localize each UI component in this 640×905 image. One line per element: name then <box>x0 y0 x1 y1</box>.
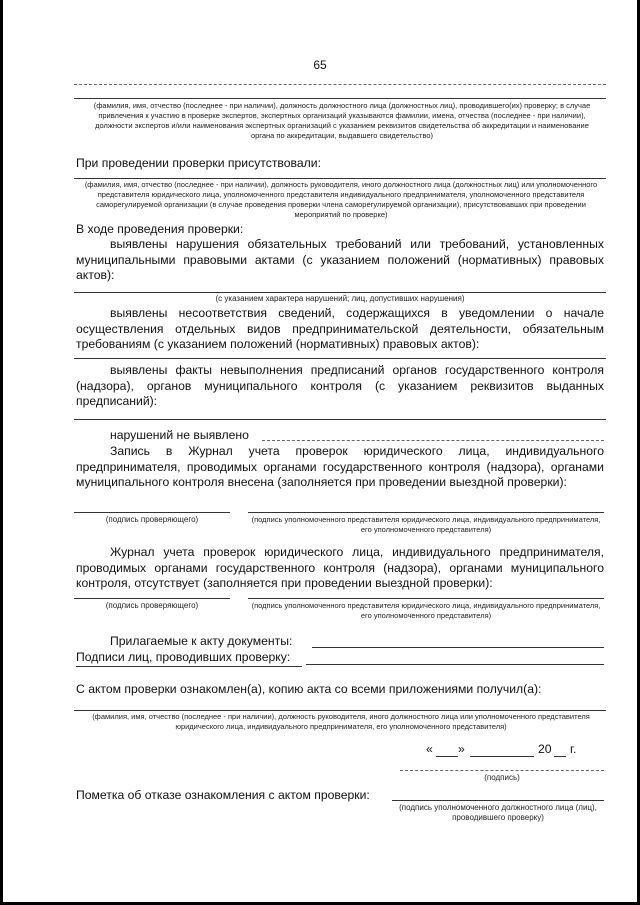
attached-title: Прилагаемые к акту документы: <box>110 634 293 648</box>
prescriptions: выявлены факты невыполнения предписаний органов государственного контроля (надзора), органов муниципального контроля (с указанием реквизитов выданных предписаний): <box>76 363 604 408</box>
fill-line <box>74 598 230 599</box>
fill-line <box>74 84 606 85</box>
fill-line <box>74 178 606 179</box>
fill-line <box>392 800 604 801</box>
journal-entry: Запись в Журнал учета проверок юридического лица, индивидуального предпринимателя, проводимых органами государственного контроля (надзора), органами муниципального контроля внесена (заполняется при проведении выездной проверки): <box>76 444 604 489</box>
journal-absent: Журнал учета проверок юридического лица, индивидуального предпринимателя, проводимых органами государственного контроля (надзора), органами муниципального контроля, отсутствует (заполняется при проведении выездной проверки): <box>76 545 604 590</box>
page-number: 65 <box>313 58 327 72</box>
fill-line <box>74 419 606 420</box>
note-signature: (подпись) <box>484 773 520 782</box>
fill-line <box>306 664 604 665</box>
note-experts: (фамилия, имя, отчество (последнее - при наличии), должность должностного лица (должностных лиц), проводившего(их) проверку; в случае привлечения к участию в проверке экспертов, экспертных организаций указываются фамилии, имена, отчества (последнее - при наличии), должности экспертов и/или наименования экспертных организаций с указанием реквизитов свидетельства об аккредитации и наименование органа по аккредитации, выдавшего свидетельство) <box>93 101 591 140</box>
present-title: При проведении проверки присутствовали: <box>76 156 321 170</box>
fill-line <box>74 98 606 99</box>
fill-line <box>312 647 604 648</box>
during-title: В ходе проведения проверки: <box>76 222 244 236</box>
date-open: « <box>426 742 433 756</box>
date-day-line <box>436 756 458 757</box>
fill-line <box>248 598 604 599</box>
date-year: 20 <box>538 742 552 756</box>
fill-line <box>74 710 606 711</box>
note-present: (фамилия, имя, отчество (последнее - при наличии), должность руководителя, иного должностного лица (должностных лиц) или уполномоченного представителя юридического лица, уполномоченного представителя индивидуального предпринимателя, уполномоченного представителя саморегулируемой организации (в случае проведения проверки члена саморегулируемой организации), присутствовавших при проведении мероприятий по проверке) <box>84 180 598 219</box>
date-year-line <box>554 756 566 757</box>
date-year-suffix: г. <box>570 742 577 756</box>
note-acquainted: (фамилия, имя, отчество (последнее - при наличии), должность руководителя, иного должностного лица или уполномоченного представителя юридического лица, индивидуального предпринимателя, его уполномоченного представителя) <box>92 712 590 731</box>
fill-line <box>400 770 604 771</box>
fill-line <box>262 440 604 441</box>
refusal-title: Пометка об отказе ознакомления с актом проверки: <box>76 788 370 802</box>
fill-line <box>74 358 606 359</box>
inconsistency: выявлены несоответствия сведений, содержащихся в уведомлении о начале осуществления отдельных видов предпринимательской деятельности, обязательным требованиям (с указанием положений (нормативных) правовых актов): <box>76 306 604 351</box>
violations-found: выявлены нарушения обязательных требований или требований, установленных муниципальными правовыми актами (с указанием положений (нормативных) правовых актов): <box>76 237 604 282</box>
note-sign-inspector-2: (подпись проверяющего) <box>105 601 199 610</box>
signatures-title: Подписи лиц, проводивших проверку: <box>76 650 302 667</box>
fill-line <box>74 512 230 513</box>
date-close: » <box>458 742 465 756</box>
fill-line <box>248 512 604 513</box>
note-violations: (с указанием характера нарушений; лиц, допустивших нарушения) <box>215 294 465 303</box>
note-sign-representative-2: (подпись уполномоченного представителя юридического лица, индивидуального предпринимателя, его уполномоченного представителя) <box>251 601 601 620</box>
scan-border-left <box>0 0 3 905</box>
note-refusal-sign: (подпись уполномоченного должностного лица (лиц), проводившего проверку) <box>399 803 597 822</box>
acquainted-title: С актом проверки ознакомлен(а), копию акта со всеми приложениями получил(а): <box>76 682 542 696</box>
no-violations: нарушений не выявлено <box>110 428 249 442</box>
note-sign-inspector: (подпись проверяющего) <box>105 515 199 524</box>
date-month-line <box>470 756 534 757</box>
fill-line <box>74 292 606 293</box>
note-sign-representative: (подпись уполномоченного представителя юридического лица, индивидуального предпринимателя, его уполномоченного представителя) <box>251 515 601 534</box>
